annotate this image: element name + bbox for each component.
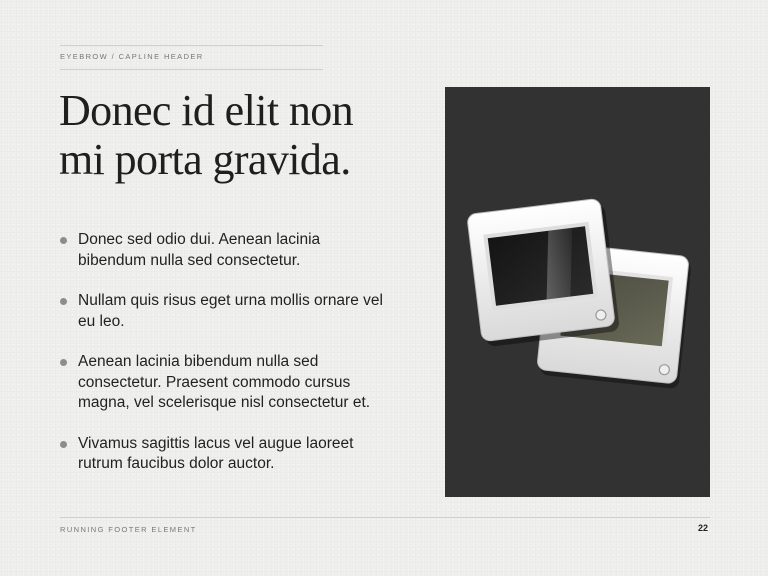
bullet-item <box>60 434 420 475</box>
bullet-dot-icon <box>60 298 67 305</box>
bullet-text-line: rutrum faucibus dolor auctor. <box>78 455 275 472</box>
title-line: mi porta gravida. <box>59 135 351 184</box>
bullet-text-line: Donec sed odio dui. Aenean lacinia <box>78 231 321 248</box>
bullet-dot-icon <box>60 441 67 448</box>
bullet-text-line: consectetur. Praesent commodo cursus <box>78 373 351 391</box>
slide-title <box>59 86 429 184</box>
bullet-text-line: Aenean lacinia bibendum nulla sed <box>78 353 319 370</box>
bullet-text-line: bibendum nulla sed consectetur. <box>78 251 301 269</box>
eyebrow-header: EYEBROW / CAPLINE HEADER <box>60 52 204 61</box>
bullet-text-line: eu leo. <box>78 312 125 330</box>
page-number: 22 <box>697 523 708 533</box>
bullet-text-line: Vivamus sagittis lacus vel augue laoreet <box>78 434 354 452</box>
image-placeholder <box>445 87 710 497</box>
slide-front <box>467 198 620 348</box>
footer-rule <box>60 517 710 518</box>
bullet-list <box>60 230 420 495</box>
photo-slides-icon <box>445 87 710 497</box>
bullet-dot-icon <box>60 237 67 244</box>
bullet-item <box>60 230 420 271</box>
running-footer: RUNNING FOOTER ELEMENT <box>60 525 197 534</box>
bullet-dot-icon <box>60 359 67 366</box>
title-line: Donec id elit non <box>59 86 354 135</box>
header-rule-top <box>60 45 323 46</box>
header-rule-bottom <box>60 69 323 70</box>
bullet-item <box>60 291 420 332</box>
bullet-text-line: Nullam quis risus eget urna mollis ornare vel <box>78 292 383 309</box>
bullet-text-line: magna, vel scelerisque nisl consectetur et. <box>78 394 371 411</box>
bullet-item <box>60 352 420 414</box>
